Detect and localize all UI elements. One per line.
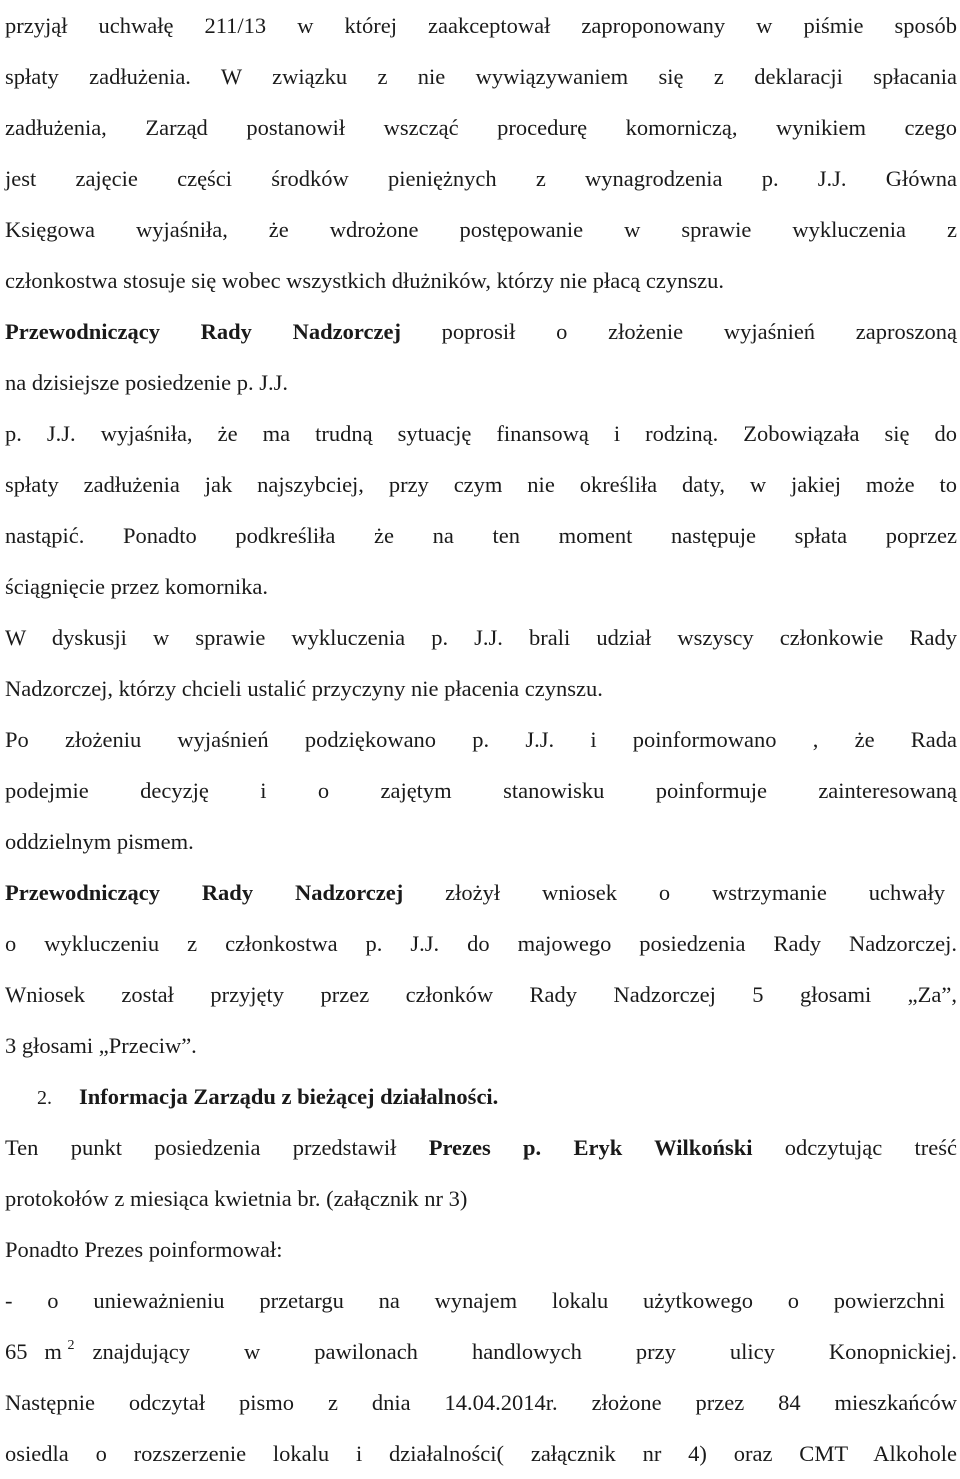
paragraph-block bbox=[5, 0, 957, 1071]
text-line bbox=[5, 867, 945, 918]
text-line bbox=[5, 51, 957, 102]
text-run: spłaty zadłużenia. W związku z nie wywiązywaniem się z deklaracji spłacania bbox=[5, 64, 957, 89]
text-run: Wniosek został przyjęty przez członków Rady Nadzorczej 5 głosami „Za”, bbox=[5, 982, 957, 1007]
text-run: Nadzorczej, którzy chcieli ustalić przyczyny nie płacenia czynszu. bbox=[5, 676, 603, 701]
section-number: 2. bbox=[37, 1087, 52, 1109]
text-run: złożył wniosek o wstrzymanie uchwały bbox=[403, 880, 946, 905]
text-run: nastąpić. Ponadto podkreśliła że na ten moment następuje spłata poprzez bbox=[5, 523, 957, 548]
text-line bbox=[5, 510, 957, 561]
bold-text: Przewodniczący Rady Nadzorczej bbox=[5, 880, 404, 905]
text-line bbox=[5, 969, 957, 1020]
text-line bbox=[5, 153, 957, 204]
text-line bbox=[5, 1275, 945, 1326]
area-line bbox=[5, 1326, 957, 1377]
text-run: - o unieważnieniu przetargu na wynajem lokalu użytkowego o powierzchni bbox=[5, 1288, 945, 1313]
text-run: Ponadto Prezes poinformował: bbox=[5, 1237, 283, 1262]
text-line bbox=[5, 459, 957, 510]
text-line bbox=[5, 561, 957, 612]
text-line bbox=[5, 204, 957, 255]
text-run: Księgowa wyjaśniła, że wdrożone postępowanie w sprawie wykluczenia z bbox=[5, 217, 957, 242]
text-run: poprosił o złożenie wyjaśnień zaproszoną bbox=[400, 319, 957, 344]
text-line bbox=[5, 408, 957, 459]
text-line bbox=[5, 663, 957, 714]
text-run: W dyskusji w sprawie wykluczenia p. J.J. brali udział wszyscy członkowie Rady bbox=[5, 625, 957, 650]
text-run: członkostwa stosuje się wobec wszystkich dłużników, którzy nie płacą czynszu. bbox=[5, 268, 724, 293]
text-line bbox=[5, 255, 957, 306]
text-run: Następnie odczytał pismo z dnia 14.04.2014r. złożone przez 84 mieszkańców bbox=[5, 1390, 957, 1415]
text-line bbox=[5, 1224, 957, 1275]
text-run: przyjął uchwałę 211/13 w której zaakceptował zaproponowany w piśmie sposób bbox=[5, 13, 957, 38]
text-run: osiedla o rozszerzenie lokalu i działalności( załącznik nr 4) oraz CMT Alkohole bbox=[5, 1441, 957, 1466]
text-run: spłaty zadłużenia jak najszybciej, przy czym nie określiła daty, w jakiej może to bbox=[5, 472, 957, 497]
text-run: 3 głosami „Przeciw”. bbox=[5, 1033, 197, 1058]
text-run: jest zajęcie części środków pieniężnych z wynagrodzenia p. J.J. Główna bbox=[5, 166, 957, 191]
document-page bbox=[5, 0, 957, 1479]
area-value: 65 m $^2$ bbox=[5, 1338, 75, 1364]
section-title: Informacja Zarządu z bieżącej działalności. bbox=[79, 1084, 499, 1109]
text-run: na dzisiejsze posiedzenie p. J.J. bbox=[5, 370, 289, 395]
paragraph-block bbox=[5, 1377, 957, 1479]
text-run: p. J.J. wyjaśniła, że ma trudną sytuację finansową i rodziną. Zobowiązała się do bbox=[5, 421, 957, 446]
text-run: ściągnięcie przez komornika. bbox=[5, 574, 269, 599]
text-line bbox=[5, 1122, 957, 1173]
text-line bbox=[5, 306, 957, 357]
text-line bbox=[5, 102, 957, 153]
section-heading bbox=[5, 1071, 957, 1122]
text-run: protokołów z miesiąca kwietnia br. (załącznik nr 3) bbox=[5, 1186, 468, 1211]
bold-text: Prezes p. Eryk Wilkoński bbox=[428, 1135, 753, 1160]
text-line bbox=[5, 816, 957, 867]
text-run: Po złożeniu wyjaśnień podziękowano p. J.J. i poinformowano , że Rada bbox=[5, 727, 957, 752]
text-run: oddzielnym pismem. bbox=[5, 829, 194, 854]
text-run: o wykluczeniu z członkostwa p. J.J. do majowego posiedzenia Rady Nadzorczej. bbox=[5, 931, 957, 956]
text-line bbox=[5, 357, 957, 408]
text-line bbox=[5, 1377, 957, 1428]
text-line bbox=[5, 918, 957, 969]
area-superscript: 2 bbox=[67, 1338, 75, 1353]
text-line bbox=[5, 1173, 957, 1224]
text-line bbox=[5, 765, 957, 816]
bold-text: Przewodniczący Rady Nadzorczej bbox=[5, 319, 401, 344]
text-line bbox=[5, 0, 957, 51]
paragraph-block bbox=[5, 1122, 957, 1326]
text-line bbox=[5, 1428, 957, 1479]
text-run: podejmie decyzję i o zajętym stanowisku poinformuje zainteresowaną bbox=[5, 778, 957, 803]
text-run: Ten punkt posiedzenia przedstawił bbox=[5, 1135, 429, 1160]
text-line bbox=[5, 612, 957, 663]
area-rest: znajdujący w pawilonach handlowych przy ulicy Konopnickiej. bbox=[92, 1339, 957, 1364]
text-line bbox=[5, 714, 957, 765]
text-line bbox=[5, 1020, 957, 1071]
text-run: zadłużenia, Zarząd postanowił wszcząć procedurę komorniczą, wynikiem czego bbox=[5, 115, 957, 140]
text-run: odczytując treść bbox=[752, 1135, 957, 1160]
